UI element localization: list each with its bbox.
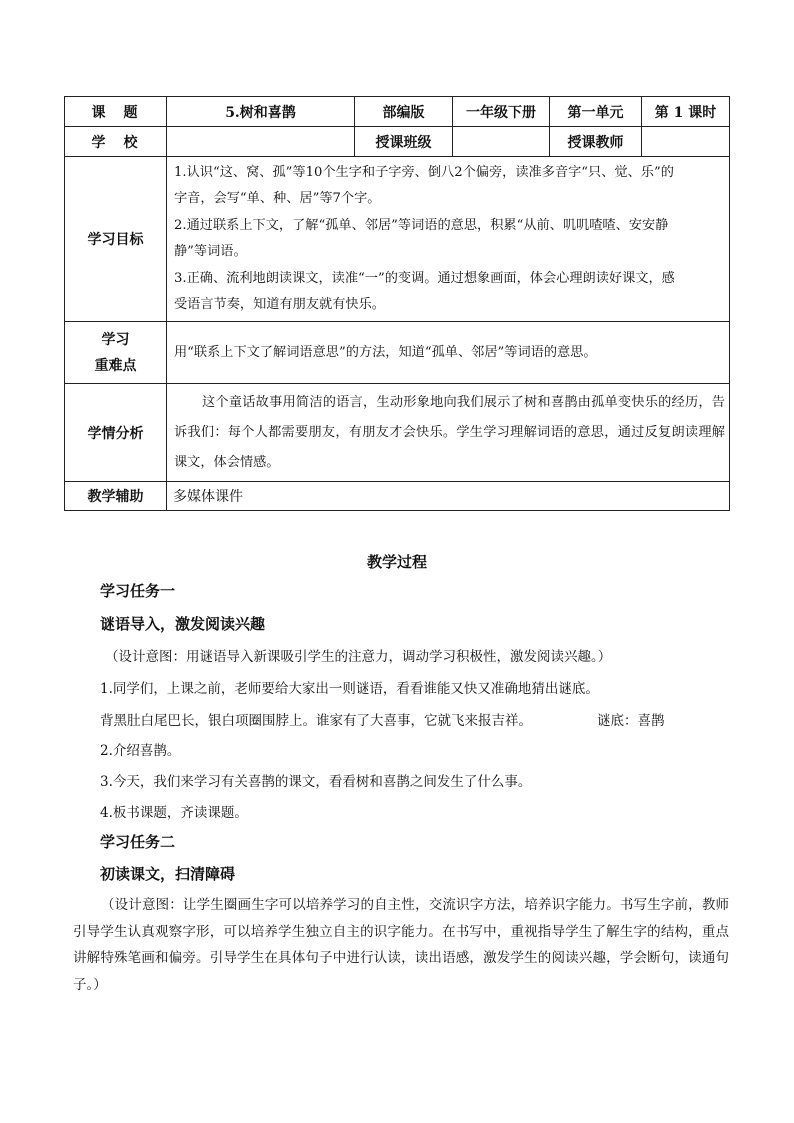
objective-line: 2.通过联系上下文，了解“孤单、邻居”等词语的意思，积累“从前、叽叽喳喳、安安静 <box>174 217 669 233</box>
teacher-label: 授课教师 <box>550 127 642 157</box>
key-points-label-line1: 学习 <box>101 331 130 348</box>
process-title: 教学过程 <box>366 553 427 571</box>
course-label: 课 题 <box>65 97 167 127</box>
period: 第 1 课时 <box>642 97 730 127</box>
school-label: 学 校 <box>65 127 167 157</box>
task1-title: 谜语导入，激发阅读兴趣 <box>100 615 266 633</box>
key-points-row <box>65 322 730 384</box>
objectives-row <box>65 157 730 322</box>
aids-label: 教学辅助 <box>65 482 167 511</box>
task1-step2: 2.介绍喜鹊。 <box>100 743 181 759</box>
task2-title: 初读课文，扫清障碍 <box>100 865 236 883</box>
task1-step3: 3.今天，我们来学习有关喜鹊的课文，看看树和喜鹊之间发生了什么事。 <box>100 774 532 790</box>
lesson-info-table <box>64 96 730 511</box>
school-row <box>65 127 730 157</box>
aids-row <box>65 482 730 511</box>
task1-step1: 1.同学们，上课之前，老师要给大家出一则谜语，看看谁能又快又准确地猜出谜底。 <box>100 681 599 697</box>
grade: 一年级下册 <box>453 97 550 127</box>
task2-intent: （设计意图：让学生圈画生字可以培养学习的自主性，交流识字方法，培养识字能力。书写生字前，教师引导学生认真观察字形，可以培养学生独立自主的识字能力。在书写中，重视指导学生了解生字的结构，重点讲解特殊笔画和偏旁。引导学生在具体句子中进行认读，读出语感，激发学生的阅读兴趣，学会断句，读通句子。） <box>73 897 729 993</box>
task1-intent: （设计意图：用谜语导入新课吸引学生的注意力，调动学习积极性，激发阅读兴趣。） <box>105 649 612 665</box>
task2-label: 学习任务二 <box>100 833 176 851</box>
objective-line: 字音，会写“单、种、居”等7个字。 <box>174 191 381 206</box>
task1-step4: 4.板书课题，齐读课题。 <box>100 805 248 821</box>
analysis-content <box>167 384 730 482</box>
objective-line: 静”等词语。 <box>174 244 247 259</box>
riddle-text: 背黑肚白尾巴长，银白项圈围脖上。谁家有了大喜事，它就飞来报吉祥。 <box>100 713 532 729</box>
objectives-content <box>167 157 730 322</box>
objectives-label: 学习目标 <box>65 157 167 322</box>
course-row <box>65 97 730 127</box>
lesson-title: 5.树和喜鹊 <box>167 97 355 127</box>
unit: 第一单元 <box>550 97 642 127</box>
edition: 部编版 <box>355 97 453 127</box>
analysis-text: 这个童话故事用简洁的语言，生动形象地向我们展示了树和喜鹊由孤单变快乐的经历，告诉我们：每个人都需要朋友，有朋友才会快乐。学生学习理解词语的意思，通过反复朗读理解课文，体会情感。 <box>174 394 725 470</box>
aids-text: 多媒体课件 <box>167 482 730 511</box>
key-points-label-line2: 重难点 <box>94 357 137 374</box>
key-points-label <box>65 322 167 384</box>
key-points-content <box>167 322 730 384</box>
analysis-row <box>65 384 730 482</box>
school-value <box>167 127 355 157</box>
teacher-value <box>642 127 730 157</box>
objective-line: 受语言节奏，知道有朋友就有快乐。 <box>174 297 385 312</box>
analysis-label: 学情分析 <box>65 384 167 482</box>
objective-line: 3.正确、流利地朗读课文，读准“一”的变调。通过想象画面，体会心理朗读好课文，感 <box>174 270 675 286</box>
class-label: 授课班级 <box>355 127 453 157</box>
class-value <box>453 127 550 157</box>
objective-line: 1.认识“这、窝、孤”等10个生字和子字旁、倒八2个偏旁，读准多音字“只、觉、乐”的 <box>174 164 674 180</box>
riddle-answer: 谜底：喜鹊 <box>597 713 665 729</box>
key-points-text: 用“联系上下文了解词语意思”的方法，知道“孤单、邻居”等词语的意思。 <box>174 344 597 360</box>
task1-label: 学习任务一 <box>100 582 176 600</box>
